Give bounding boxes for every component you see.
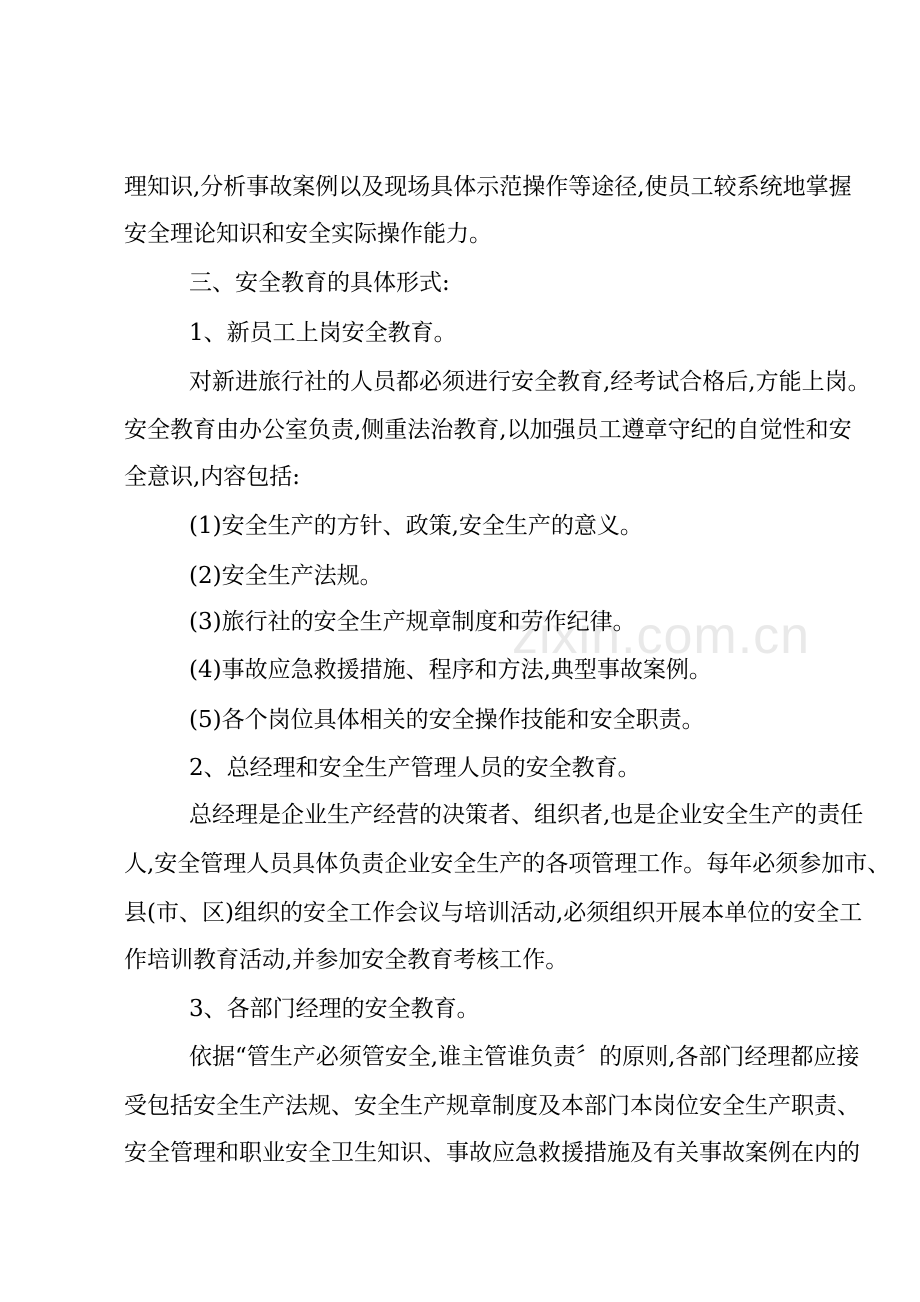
subsection-heading: 3、各部门经理的安全教育。 bbox=[189, 996, 480, 1022]
subsection-heading: 2、总经理和安全生产管理人员的安全教育。 bbox=[189, 755, 641, 781]
list-item: (5)各个岗位具体相关的安全操作技能和安全职责。 bbox=[189, 707, 705, 733]
subsection-heading: 1、新员工上岗安全教育。 bbox=[189, 320, 457, 346]
body-text-line: 受包括安全生产法规、安全生产规章制度及本部门本岗位安全生产职责、 bbox=[124, 1093, 860, 1119]
list-item: (3)旅行社的安全生产规章制度和劳作纪律。 bbox=[189, 609, 636, 635]
list-item: (1)安全生产的方针、政策,安全生产的意义。 bbox=[189, 513, 643, 539]
watermark: zixin.com.cn bbox=[512, 607, 811, 665]
body-text-line: 依据“管生产必须管安全,谁主管谁负责〞的原则,各部门经理都应接 bbox=[189, 1044, 860, 1070]
body-text-line: 理知识,分析事故案例以及现场具体示范操作等途径,使员工较系统地掌握 bbox=[124, 174, 852, 200]
body-text-line: 作培训教育活动,并参加安全教育考核工作。 bbox=[124, 947, 569, 973]
body-text-line: 安全教育由办公室负责,侧重法治教育,以加强员工遵章守纪的自觉性和安 bbox=[124, 417, 852, 443]
body-text-line: 对新进旅行社的人员都必须进行安全教育,经考试合格后,方能上岗。 bbox=[189, 369, 871, 395]
body-text-line: 人,安全管理人员具体负责企业安全生产的各项管理工作。每年必须参加市、 bbox=[124, 851, 891, 877]
list-item: (4)事故应急救援措施、程序和方法,典型事故案例。 bbox=[189, 657, 712, 683]
list-item: (2)安全生产法规。 bbox=[189, 563, 383, 589]
section-heading: 三、安全教育的具体形式: bbox=[189, 270, 450, 296]
body-text-line: 总经理是企业生产经营的决策者、组织者,也是企业安全生产的责任 bbox=[189, 802, 864, 828]
body-text-line: 全意识,内容包括: bbox=[124, 464, 301, 490]
body-text-line: 安全管理和职业安全卫生知识、事故应急救援措施及有关事故案例在内的 bbox=[124, 1140, 860, 1166]
body-text-line: 县(市、区)组织的安全工作会议与培训活动,必须组织开展本单位的安全工 bbox=[124, 900, 863, 926]
body-text-line: 安全理论知识和安全实际操作能力。 bbox=[124, 221, 492, 247]
